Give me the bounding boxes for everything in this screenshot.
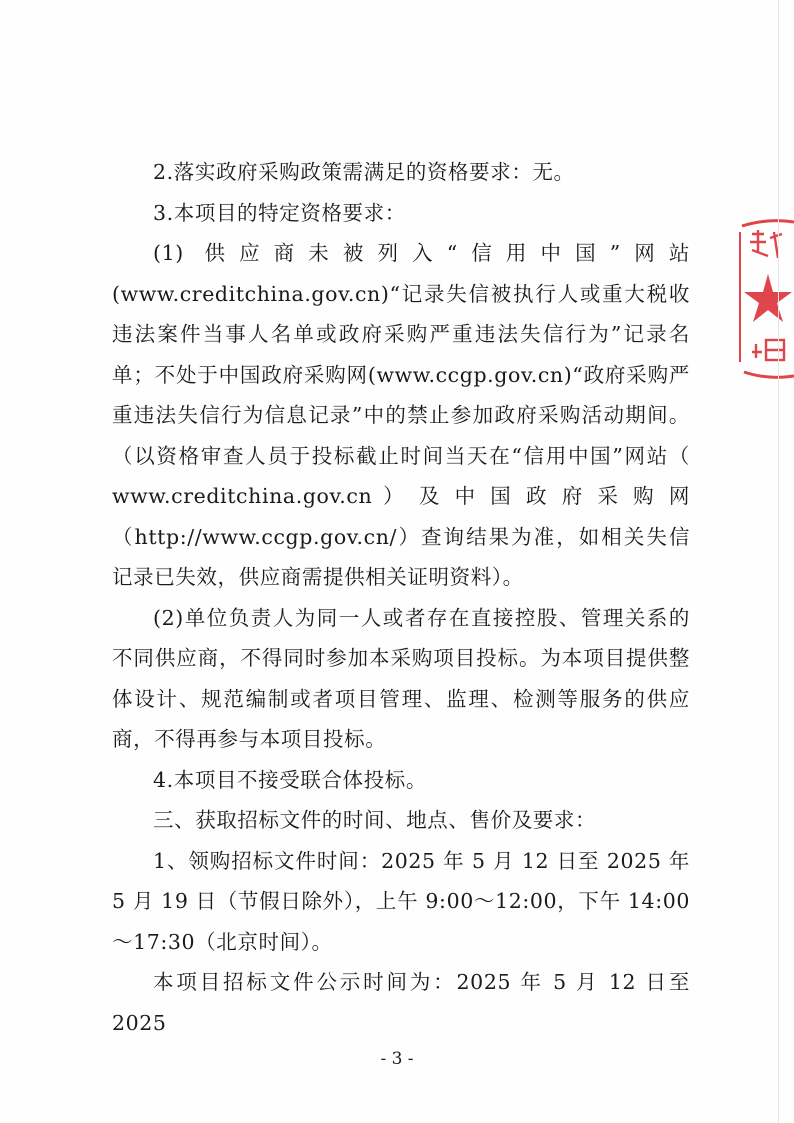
- official-seal-fragment-icon: [738, 212, 794, 384]
- paragraph-specific-requirement-heading: 3.本项目的特定资格要求：: [153, 200, 406, 225]
- paragraph-credit-record-requirement: (1) 供应商未被列入“信用中国”网站(www.creditchina.gov.cn)“记录失信被执行人或重大税收违法案件当事人名单或政府采购严重违法失信行为”记录名单；不处于中国政府采购网(www.ccgp.gov.cn)“政府采购严重违法失信行为信息记录”中的禁止参加政府采购活动期间。（以资格审查人员于投标截止时间当天在“信用中国”网站（ www.creditchina.gov.cn ） 及 中 国 政 府 采 购 网（http://www.ccgp.gov.cn/）查询结果为准，如相关失信记录已失效，供应商需提供相关证明资料）。: [112, 241, 690, 589]
- paragraph-purchase-time: 1、领购招标文件时间：2025 年 5 月 12 日至 2025 年 5 月 19 日（节假日除外），上午 9:00～12:00，下午 14:00～17:30（北京时间）。: [112, 848, 690, 954]
- paragraph-policy-requirement: 2.落实政府采购政策需满足的资格要求：无。: [153, 160, 575, 184]
- paragraph-related-supplier-restriction: (2)单位负责人为同一人或者存在直接控股、管理关系的不同供应商，不得同时参加本采购项目投标。为本项目提供整体设计、规范编制或者项目管理、监理、检测等服务的供应商，不得再参与本项目投标。: [112, 605, 690, 751]
- page-edge-line: [778, 0, 779, 1123]
- page-number: - 3 -: [380, 1049, 414, 1069]
- paragraph-publication-time: 本项目招标文件公示时间为：2025 年 5 月 12 日至 2025: [112, 970, 690, 1035]
- section-heading-bid-documents: 三、获取招标文件的时间、地点、售价及要求：: [153, 808, 597, 832]
- document-body: [112, 152, 690, 1043]
- paragraph-no-consortium: 4.本项目不接受联合体投标。: [153, 767, 427, 792]
